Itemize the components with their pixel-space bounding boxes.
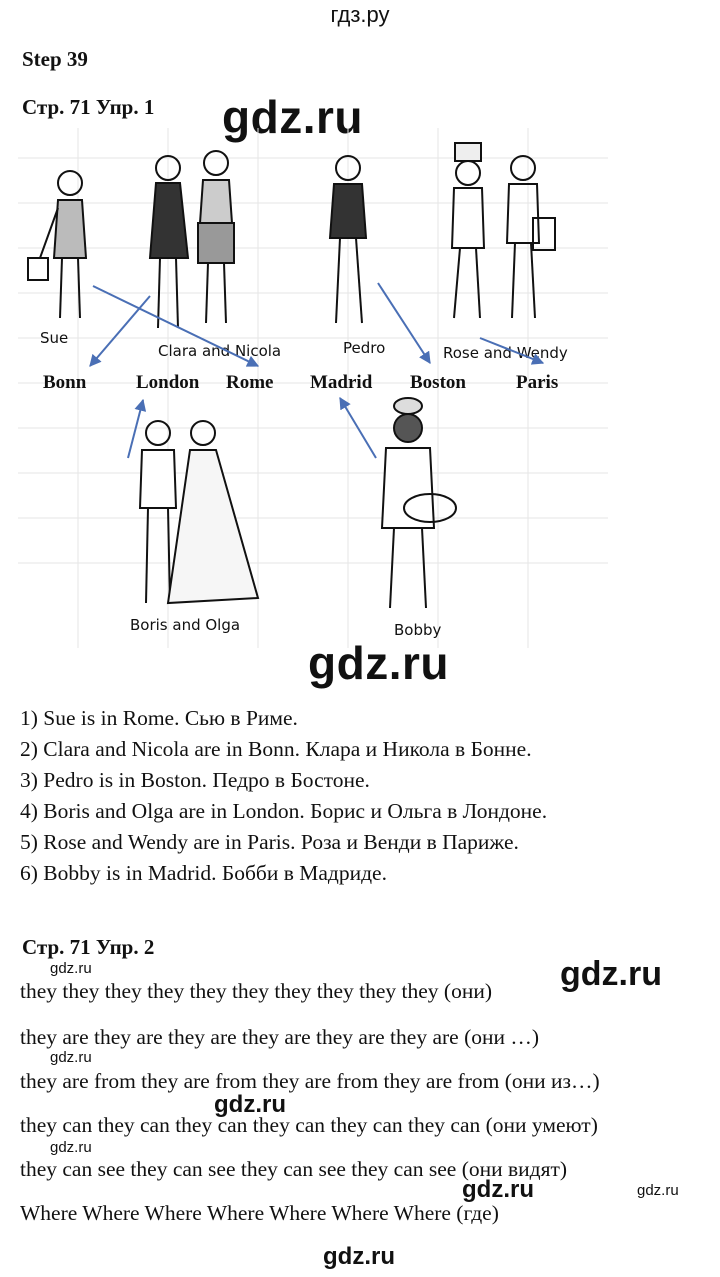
- exercise2-line: Where Where Where Where Where Where Where (где): [20, 1201, 499, 1225]
- site-header: гдз.ру: [330, 2, 390, 27]
- watermark: gdz.ru: [308, 637, 449, 689]
- exercise-illustration: [18, 128, 608, 648]
- label-sue: Sue: [40, 329, 69, 347]
- watermark: gdz.ru: [222, 91, 363, 143]
- city-madrid: Madrid: [310, 372, 373, 393]
- exercise2-line: they can see they can see they can see they can see (они видят): [20, 1157, 568, 1181]
- figure-sue: [28, 171, 86, 318]
- exercise2-line: they are from they are from they are from they are from (они из…): [20, 1069, 600, 1093]
- city-rome: Rome: [226, 372, 274, 393]
- figure-clara-and-nicola: [150, 151, 234, 328]
- answer-line: 4) Boris and Olga are in London. Борис и Ольга в Лондоне.: [20, 799, 548, 823]
- arrow-clara-bonn: [90, 296, 150, 366]
- answer-line: 1) Sue is in Rome. Сью в Риме.: [20, 706, 298, 730]
- exercise2-line: they are they are they are they are they are they are (они …): [20, 1025, 540, 1049]
- answer-line: 6) Bobby is in Madrid. Бобби в Мадриде.: [20, 861, 387, 885]
- answer-line: 5) Rose and Wendy are in Paris. Роза и Венди в Париже.: [20, 830, 519, 854]
- watermark: gdz.ru: [214, 1091, 286, 1118]
- watermark: gdz.ru: [637, 1182, 679, 1199]
- exercise2-line: they can they can they can they can they can they can (они умеют): [20, 1113, 598, 1137]
- step-title: Step 39: [22, 47, 88, 71]
- arrow-boris-london: [128, 400, 143, 458]
- arrow-pedro-boston: [378, 283, 430, 363]
- answer-line: 3) Pedro is in Boston. Педро в Бостоне.: [20, 768, 370, 792]
- watermark: gdz.ru: [50, 1139, 92, 1156]
- watermark: gdz.ru: [462, 1176, 534, 1203]
- figure-bobby: [382, 398, 456, 608]
- city-london: London: [136, 372, 200, 393]
- watermark: gdz.ru: [323, 1243, 395, 1270]
- label-rose-and-wendy: Rose and Wendy: [443, 344, 568, 362]
- city-paris: Paris: [516, 372, 559, 393]
- watermark: gdz.ru: [50, 1049, 92, 1066]
- watermark: gdz.ru: [560, 955, 662, 993]
- answer-line: 2) Clara and Nicola are in Bonn. Клара и Никола в Бонне.: [20, 737, 532, 761]
- watermark: gdz.ru: [50, 960, 92, 977]
- exercise2-title: Стр. 71 Упр. 2: [22, 935, 155, 959]
- label-bobby: Bobby: [394, 621, 442, 639]
- label-pedro: Pedro: [343, 339, 386, 357]
- label-boris-and-olga: Boris and Olga: [130, 616, 241, 634]
- city-boston: Boston: [410, 372, 466, 393]
- figure-rose-and-wendy: [452, 143, 555, 318]
- figure-boris-and-olga: [140, 421, 258, 603]
- exercise1-title: Стр. 71 Упр. 1: [22, 95, 155, 119]
- exercise2-line: they they they they they they they they they they (они): [20, 979, 492, 1003]
- city-bonn: Bonn: [43, 372, 87, 393]
- label-clara-and-nicola: Clara and Nicola: [158, 342, 282, 360]
